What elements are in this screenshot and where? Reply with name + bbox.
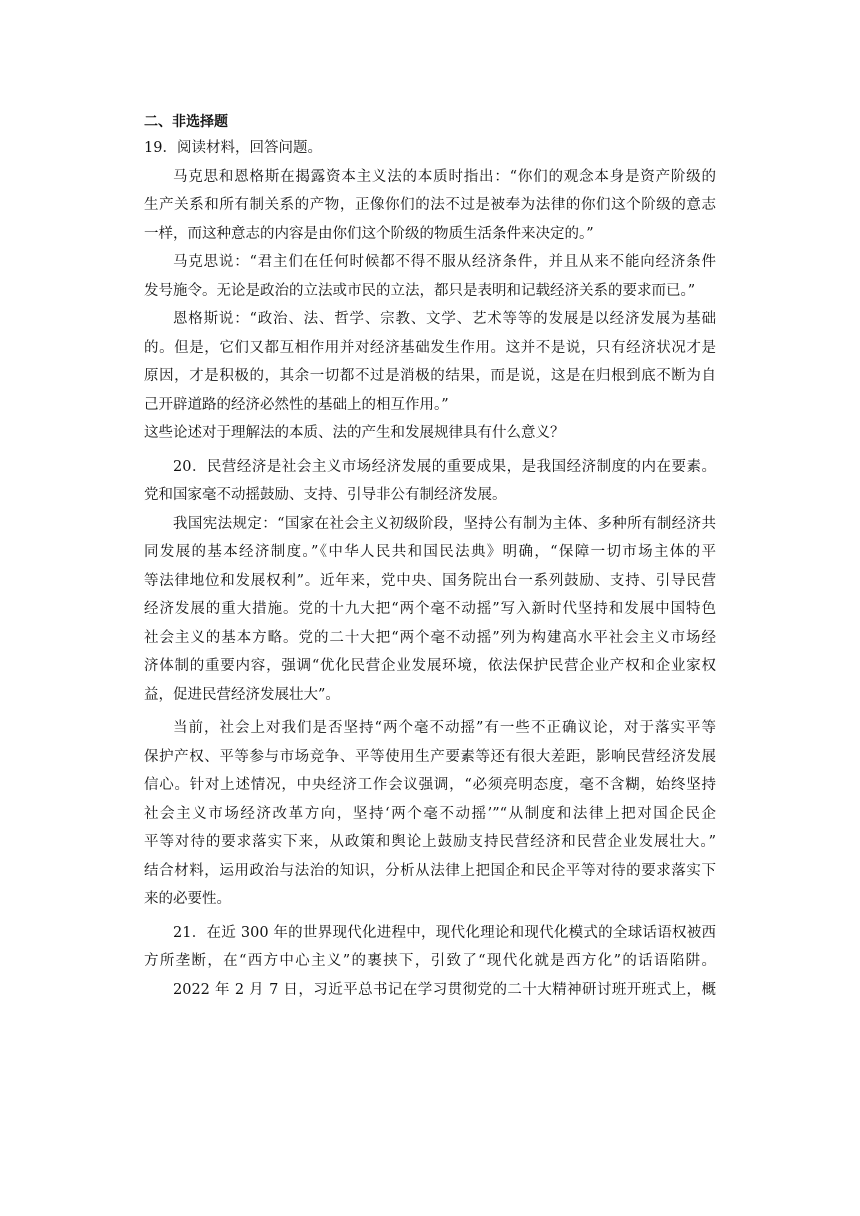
paragraph-line: 信心。针对上述情况，中央经济工作会议强调，“必须亮明态度，毫不含糊，始终坚持 xyxy=(144,777,716,793)
paragraph-line: 济体制的重要内容，强调“优化民营企业发展环境，依法保护民营企业产权和企业家权 xyxy=(144,658,716,674)
paragraph-line: 恩格斯说：“政治、法、哲学、宗教、文学、艺术等等的发展是以经济发展为基础 xyxy=(173,311,716,327)
paragraph-line: 来的必要性。 xyxy=(144,891,231,907)
q20-material-1 xyxy=(144,510,716,710)
paragraph-line: 发号施令。无论是政治的立法或市民的立法，都只是表明和记载经济关系的要求而已。” xyxy=(144,282,696,299)
question-20-stem xyxy=(144,453,716,510)
paragraph-line: 20．民营经济是社会主义市场经济发展的重要成果，是我国经济制度的内在要素。 xyxy=(173,458,716,475)
document-page xyxy=(144,110,716,1004)
question-19-stem: 19．阅读材料，回答问题。 xyxy=(144,140,322,156)
paragraph-line: 方所垄断，在“西方中心主义”的裹挟下，引致了“现代化就是西方化”的话语陷阱。 xyxy=(144,953,716,969)
paragraph-line: 21．在近 300 年的世界现代化进程中，现代化理论和现代化模式的全球话语权被西 xyxy=(173,924,716,941)
paragraph-line: 党和国家毫不动摇鼓励、支持、引导非公有制经济发展。 xyxy=(144,487,507,503)
section-heading: 二、非选择题 xyxy=(144,114,228,130)
paragraph-line: 经济发展的重大措施。党的十九大把“两个毫不动摇”写入新时代坚持和发展中国特色 xyxy=(144,601,716,617)
paragraph-line: 己开辟道路的经济必然性的基础上的相互作用。” xyxy=(144,396,449,413)
paragraph-line: 结合材料，运用政治与法治的知识，分析从法律上把国企和民企平等对待的要求落实下 xyxy=(144,862,716,879)
q19-material-1 xyxy=(144,163,716,249)
paragraph-line: 2022 年 2 月 7 日，习近平总书记在学习贯彻党的二十大精神研讨班开班式上，概 xyxy=(173,981,716,998)
q19-material-3 xyxy=(144,305,716,419)
q21-material-1 xyxy=(144,976,716,1005)
paragraph-line: 益，促进民营经济发展壮大”。 xyxy=(144,686,340,703)
paragraph-line: 等法律地位和发展权利”。近年来，党中央、国务院出台一系列鼓励、支持、引导民营 xyxy=(144,572,716,589)
paragraph-line: 马克思说：“君主们在任何时候都不得不服从经济条件，并且从来不能向经济条件 xyxy=(173,254,716,270)
question-19-prompt: 这些论述对于理解法的本质、法的产生和发展规律具有什么意义？ xyxy=(144,425,565,441)
paragraph-line: 同发展的基本经济制度。”《中华人民共和国民法典》明确，“保障一切市场主体的平 xyxy=(144,544,716,560)
question-21-stem xyxy=(144,919,716,976)
paragraph-line: 社会主义的基本方略。党的二十大把“两个毫不动摇”列为构建高水平社会主义市场经 xyxy=(144,629,716,646)
q20-material-2 xyxy=(144,714,716,914)
paragraph-line: 马克思和恩格斯在揭露资本主义法的本质时指出：“你们的观念本身是资产阶级的 xyxy=(173,168,716,185)
paragraph-line: 一样，而这种意志的内容是由你们这个阶级的物质生活条件来决定的。” xyxy=(144,225,594,242)
paragraph-line: 保护产权、平等参与市场竞争、平等使用生产要素等还有很大差距，影响民营经济发展 xyxy=(144,748,716,765)
paragraph-line: 社会主义市场经济改革方向，坚持‘两个毫不动摇’”“从制度和法律上把对国企民企 xyxy=(144,805,716,822)
paragraph-line: 生产关系和所有制关系的产物，正像你们的法不过是被奉为法律的你们这个阶级的意志 xyxy=(144,197,716,213)
paragraph-line: 当前，社会上对我们是否坚持“两个毫不动摇”有一些不正确议论，对于落实平等 xyxy=(173,720,716,736)
paragraph-line: 原因，才是积极的，其余一切都不过是消极的结果，而是说，这是在归根到底不断为自 xyxy=(144,368,716,384)
paragraph-line: 的。但是，它们又都互相作用并对经济基础发生作用。这并不是说，只有经济状况才是 xyxy=(144,339,716,356)
q19-material-2 xyxy=(144,248,716,305)
paragraph-line: 平等对待的要求落实下来，从政策和舆论上鼓励支持民营经济和民营企业发展壮大。” xyxy=(144,834,716,850)
paragraph-line: 我国宪法规定：“国家在社会主义初级阶段，坚持公有制为主体、多种所有制经济共 xyxy=(173,515,716,532)
